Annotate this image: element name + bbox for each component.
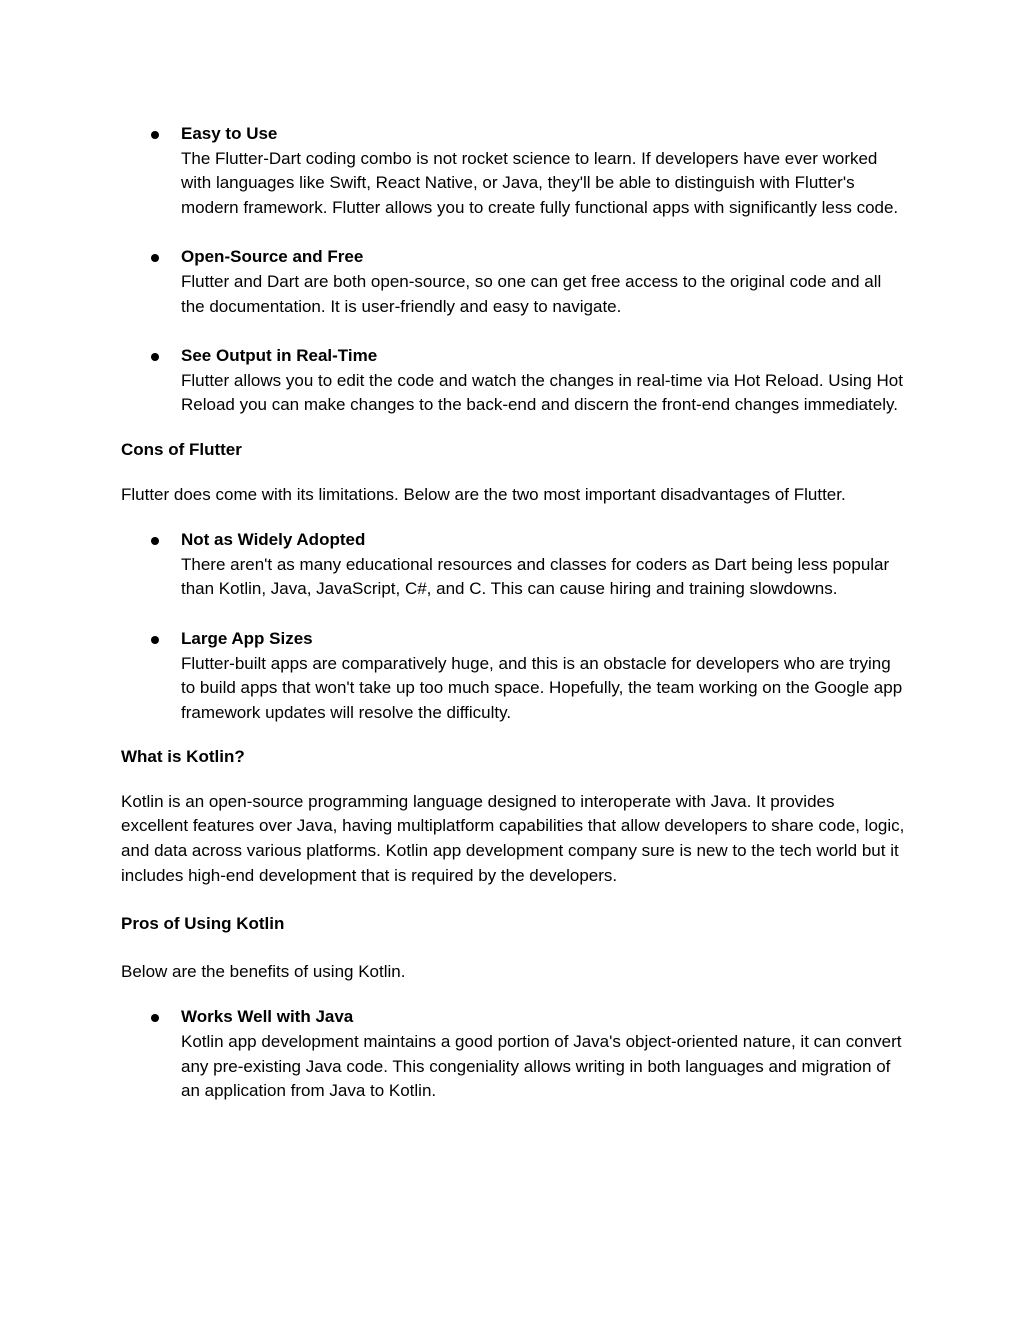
bullet-icon [151, 353, 159, 361]
section-heading: What is Kotlin? [121, 747, 245, 767]
list-item-title: Not as Widely Adopted [181, 530, 366, 550]
list-item-body: Flutter-built apps are comparatively huge, and this is an obstacle for developers who are trying to build apps that won't take up too much space. Hopefully, the team working on the Google app framework updates will resolve the difficulty. [181, 653, 903, 722]
kotlin-pros-list [121, 1005, 906, 1103]
list-item-title: Large App Sizes [181, 628, 313, 648]
list-item [121, 245, 906, 319]
list-item [121, 528, 906, 602]
list-item [121, 122, 906, 220]
section-heading: Cons of Flutter [121, 439, 242, 459]
flutter-cons-list [121, 528, 906, 725]
paragraph: Below are the benefits of using Kotlin. [121, 961, 406, 981]
paragraph: Kotlin is an open-source programming language designed to interoperate with Java. It provides excellent features over Java, having multiplatform capabilities that allow developers to share code, logic, and data across various platforms. Kotlin app development company sure is new to the tech world but it includes high-end development that is required by the developers. [121, 791, 905, 885]
list-item-title: Open-Source and Free [181, 247, 364, 267]
document-page [121, 122, 906, 1104]
list-item [121, 627, 906, 725]
list-item-body: Kotlin app development maintains a good portion of Java's object-oriented nature, it can convert any pre-existing Java code. This congeniality allows writing in both languages and migration of an application from Java to Kotlin. [181, 1032, 902, 1101]
paragraph: Flutter does come with its limitations. Below are the two most important disadvantages of Flutter. [121, 484, 846, 504]
bullet-icon [151, 636, 159, 644]
list-item-body: Flutter and Dart are both open-source, so one can get free access to the original code and all the documentation. It is user-friendly and easy to navigate. [181, 271, 882, 316]
list-item-title: See Output in Real-Time [181, 346, 378, 366]
list-item-body: The Flutter-Dart coding combo is not rocket science to learn. If developers have ever worked with languages like Swift, React Native, or Java, they'll be able to distinguish with Flutter's modern framework. Flutter allows you to create fully functional apps with significantly less code. [181, 148, 899, 217]
list-item-body: Flutter allows you to edit the code and watch the changes in real-time via Hot Reload. Using Hot Reload you can make changes to the back-end and discern the front-end changes immediately. [181, 370, 903, 415]
list-item [121, 1005, 906, 1103]
list-item-body: There aren't as many educational resources and classes for coders as Dart being less popular than Kotlin, Java, JavaScript, C#, and C. This can cause hiring and training slowdowns. [181, 554, 890, 599]
list-item-title: Works Well with Java [181, 1007, 354, 1027]
bullet-icon [151, 1014, 159, 1022]
flutter-pros-list [121, 122, 906, 418]
section-heading: Pros of Using Kotlin [121, 914, 285, 934]
bullet-icon [151, 537, 159, 545]
bullet-icon [151, 131, 159, 139]
list-item-title: Easy to Use [181, 124, 278, 143]
list-item [121, 344, 906, 418]
bullet-icon [151, 254, 159, 262]
